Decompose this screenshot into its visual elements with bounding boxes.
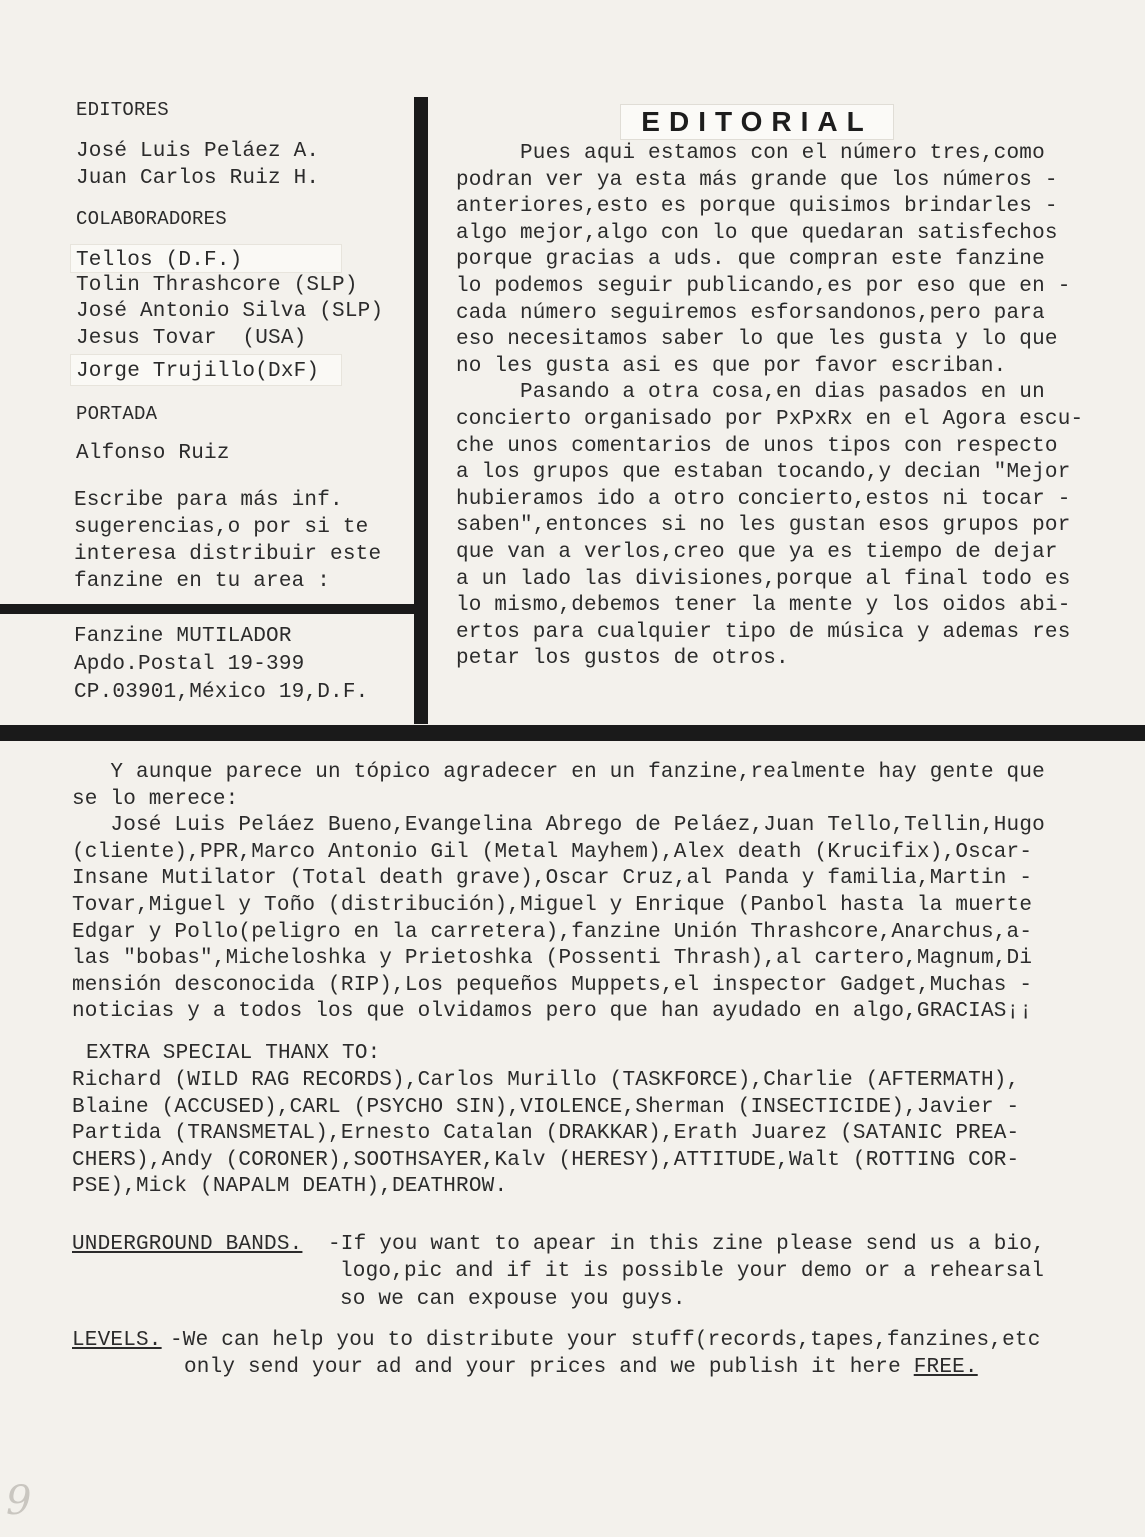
extra-thanks-line: Blaine (ACCUSED),CARL (PSYCHO SIN),VIOLENCE,Sherman (INSECTICIDE),Javier - (72, 1095, 1020, 1119)
levels-text: -We can help you to distribute your stuff(records,tapes,fanzines,etc (170, 1329, 1041, 1352)
colaborador-name: Jorge Trujillo(DxF) (76, 360, 320, 383)
address-line: Fanzine MUTILADOR (74, 625, 292, 648)
colaborador-name: Jesus Tovar (USA) (76, 327, 307, 350)
page-number: 9 (6, 1478, 32, 1524)
extra-thanks-line: PSE),Mick (NAPALM DEATH),DEATHROW. (72, 1175, 508, 1199)
thanks-line: José Luis Peláez Bueno,Evangelina Abrego de Peláez,Juan Tello,Tellin,Hugo (72, 814, 1045, 838)
underground-text: -If you want to apear in this zine please send us a bio, (328, 1233, 1045, 1256)
editor-name: Juan Carlos Ruiz H. (76, 167, 320, 190)
editorial-line: hubieramos ido a otro concierto,estos ni tocar - (456, 487, 1071, 511)
extra-thanks-line: Partida (TRANSMETAL),Ernesto Catalan (DRAKKAR),Erath Juarez (SATANIC PREA- (72, 1122, 1020, 1146)
extra-thanks-line: CHERS),Andy (CORONER),SOOTHSAYER,Kalv (HERESY),ATTITUDE,Walt (ROTTING COR- (72, 1148, 1020, 1172)
colaboradores-heading: COLABORADORES (76, 208, 227, 230)
editorial-title: EDITORIAL (620, 104, 894, 140)
colaborador-name: José Antonio Silva (SLP) (76, 300, 384, 323)
editorial-line: che unos comentarios de unos tipos con respecto (456, 434, 1058, 458)
sidebar-divider (0, 604, 416, 614)
editorial-line: a un lado las divisiones,porque al final todo es (456, 567, 1071, 591)
colaborador-name: Tolin Thrashcore (SLP) (76, 274, 358, 297)
editorial-line: cada número seguiremos esforsandonos,pero para (456, 301, 1045, 325)
editorial-line: que van a verlos,creo que ya es tiempo de dejar (456, 541, 1058, 564)
thanks-line: Y aunque parece un tópico agradecer en un fanzine,realmente hay gente que (72, 761, 1045, 784)
editorial-line: anteriores,esto es porque quisimos brindarles - (456, 195, 1058, 219)
editorial-line: porque gracias a uds. que compran este fanzine (456, 248, 1045, 272)
editorial-line: algo mejor,algo con lo que quedaran satisfechos (456, 221, 1058, 245)
colaborador-name: Tellos (D.F.) (76, 249, 243, 272)
escribe-text: sugerencias,o por si te (74, 516, 369, 539)
levels-text (184, 1355, 978, 1381)
extra-thanks-heading: EXTRA SPECIAL THANX TO: (86, 1042, 381, 1065)
editorial-line: petar los gustos de otros. (456, 647, 789, 671)
thanks-line: noticias y a todos los que olvidamos pero que han ayudado en algo,GRACIAS¡¡ (72, 1000, 1033, 1024)
editorial-line: no les gusta asi es que por favor escriban. (456, 354, 1007, 378)
underground-text: so we can expouse you guys. (340, 1288, 686, 1311)
levels-label: LEVELS. (72, 1329, 162, 1352)
editorial-line: lo podemos seguir publicando,es por eso que en - (456, 275, 1071, 298)
editorial-line: podran ver ya esta más grande que los números - (456, 168, 1058, 192)
editorial-line: Pues aqui estamos con el número tres,como (456, 142, 1045, 165)
editorial-line: saben",entonces si no les gustan esos grupos por (456, 514, 1071, 538)
thanks-line: (cliente),PPR,Marco Antonio Gil (Metal Mayhem),Alex death (Krucifix),Oscar- (72, 840, 1033, 864)
thanks-line: Insane Mutilator (Total death grave),Oscar Cruz,al Panda y familia,Martin - (72, 867, 1033, 891)
thanks-line: mensión desconocida (RIP),Los pequeños Muppets,el inspector Gadget,Muchas - (72, 973, 1033, 997)
free-label: FREE. (913, 1356, 978, 1379)
levels-text-line2: only send your ad and your prices and we publish it here (184, 1356, 914, 1379)
escribe-text: fanzine en tu area : (74, 570, 331, 593)
thanks-line: Edgar y Pollo(peligro en la carretera),fanzine Unión Thrashcore,Anarchus,a- (72, 920, 1033, 944)
vertical-divider (414, 97, 428, 724)
thanks-line: Tovar,Miguel y Toño (distribución),Miguel y Enrique (Panbol hasta la muerte (72, 894, 1033, 917)
editorial-line: concierto organisado por PxPxRx en el Agora escu- (456, 408, 1084, 431)
address-line: CP.03901,México 19,D.F. (74, 681, 369, 704)
thanks-line: las "bobas",Micheloshka y Prietoshka (Possenti Thrash),al cartero,Magnum,Di (72, 947, 1033, 971)
underground-text: logo,pic and if it is possible your demo or a rehearsal (340, 1260, 1045, 1283)
escribe-text: Escribe para más inf. (74, 489, 343, 512)
escribe-text: interesa distribuir este (74, 543, 382, 566)
editor-name: José Luis Peláez A. (76, 140, 320, 163)
section-divider (0, 725, 1145, 741)
extra-thanks-line: Richard (WILD RAG RECORDS),Carlos Murillo (TASKFORCE),Charlie (AFTERMATH), (72, 1069, 1020, 1092)
editorial-line: eso necesitamos saber lo que les gusta y lo que (456, 328, 1058, 352)
editorial-line: a los grupos que estaban tocando,y decian "Mejor (456, 461, 1071, 485)
editores-heading: EDITORES (76, 99, 169, 121)
thanks-line: se lo merece: (72, 787, 239, 811)
editorial-line: lo mismo,debemos tener la mente y los oidos abi- (456, 594, 1071, 618)
underground-label: UNDERGROUND BANDS. (72, 1233, 303, 1256)
editorial-line: ertos para cualquier tipo de música y ademas res (456, 620, 1071, 644)
editorial-line: Pasando a otra cosa,en dias pasados en un (456, 381, 1045, 405)
portada-heading: PORTADA (76, 403, 158, 425)
address-line: Apdo.Postal 19-399 (74, 653, 305, 676)
portada-name: Alfonso Ruiz (76, 442, 230, 465)
